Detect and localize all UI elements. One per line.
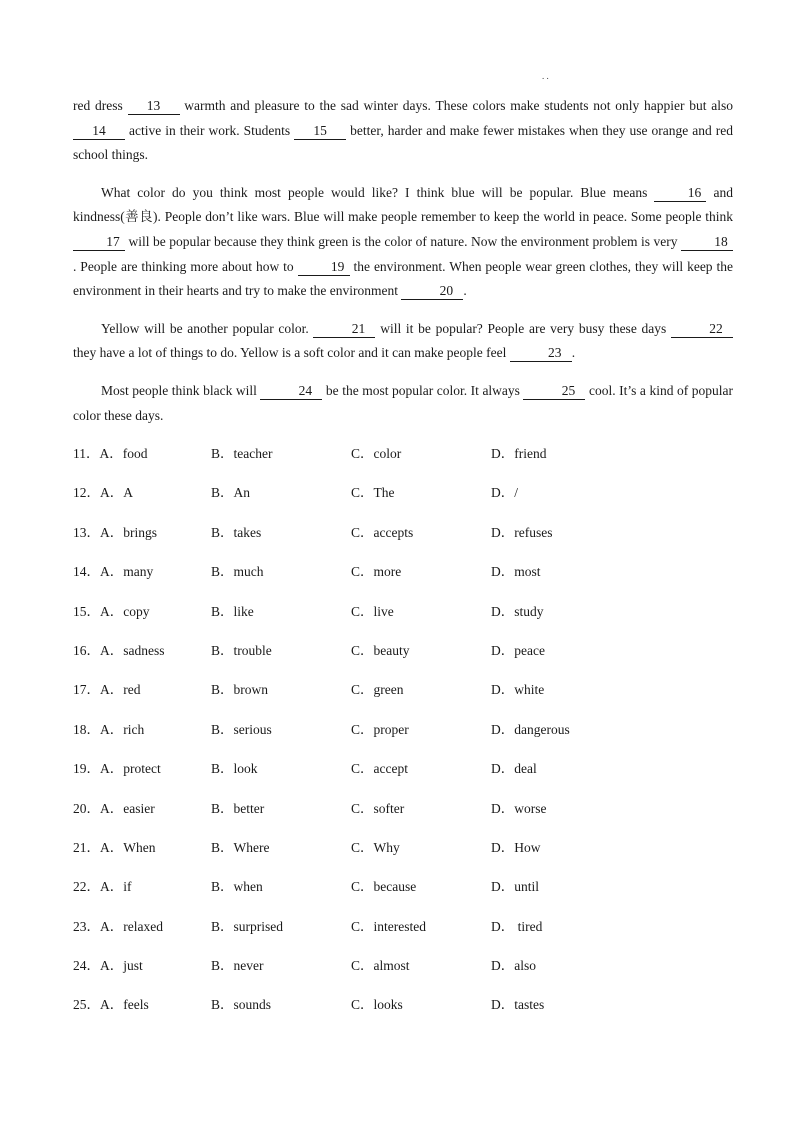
text-span: warmth and pleasure to the sad winter days. These colors make students not only happier but also	[179, 98, 734, 113]
option-b: B．sounds	[211, 997, 272, 1013]
question-row	[73, 521, 733, 560]
blank-14: 14	[73, 123, 125, 140]
question-row	[73, 560, 733, 599]
blank-19: 19	[298, 259, 350, 276]
text-span: the environment. When people wear green clothes, they will keep the environment in their hearts and try to make the environment	[73, 258, 733, 299]
blank-16: 16	[654, 185, 706, 202]
question-number: 22．A．	[73, 879, 124, 895]
option-d: D．dangerous	[491, 721, 570, 737]
option-d: D．study	[491, 603, 544, 619]
question-row	[73, 442, 733, 481]
question-number: 13．A．	[73, 524, 124, 540]
text-span: will be popular because they think green is the color of nature. Now the environment problem is very	[125, 233, 681, 249]
text-span: red dress	[73, 98, 128, 113]
question-number: 11．A．	[73, 446, 123, 461]
option-a-text: A	[123, 485, 133, 501]
option-d: D．also	[491, 958, 536, 974]
question-number: 14．A．	[73, 564, 124, 580]
option-d: D．peace	[491, 642, 545, 658]
question-row	[73, 757, 733, 796]
blank-23: 23	[510, 345, 572, 362]
option-a	[73, 442, 211, 462]
question-number: 15．A．	[73, 603, 124, 619]
option-b: B．Where	[211, 839, 270, 855]
paragraph-2	[73, 181, 733, 304]
text-span: What color do you think most people would like? I think blue will be popular. Blue means	[101, 184, 655, 200]
option-a	[73, 993, 211, 1013]
question-number: 23．A．	[73, 918, 124, 934]
option-c: C．beauty	[351, 642, 410, 658]
option-d: D．refuses	[491, 524, 553, 540]
question-number: 19．A．	[73, 761, 124, 777]
blank-17: 17	[73, 234, 125, 251]
option-d: D．deal	[491, 761, 537, 777]
option-b: B．takes	[211, 524, 262, 540]
blank-20: 20	[401, 283, 463, 300]
paragraph-1	[73, 94, 733, 168]
option-c: C．Why	[351, 839, 400, 855]
text-span: cool. It’s a kind of popular color these days.	[73, 382, 733, 423]
option-d: D．white	[491, 682, 545, 698]
option-d: D．friend	[491, 446, 547, 461]
option-a-text: brings	[123, 524, 157, 540]
option-b: B．like	[211, 603, 254, 619]
option-c: C．looks	[351, 997, 403, 1013]
option-a-text: feels	[123, 997, 149, 1013]
option-b: B．trouble	[211, 642, 272, 658]
text-span: .	[571, 345, 576, 361]
option-a	[73, 521, 211, 541]
option-a	[73, 836, 211, 856]
option-b: B．look	[211, 761, 258, 777]
question-number: 16．A．	[73, 642, 124, 658]
option-a-text: many	[123, 564, 154, 580]
blank-13: 13	[128, 98, 180, 115]
option-b: B．when	[211, 879, 263, 895]
text-span: .	[463, 283, 467, 299]
question-number: 21．A．	[73, 839, 124, 855]
option-d: D．most	[491, 564, 541, 580]
text-span: be the most popular color. It always	[322, 382, 524, 398]
option-b: B．much	[211, 564, 264, 580]
option-a	[73, 639, 211, 659]
option-a	[73, 678, 211, 698]
option-b: B．An	[211, 485, 251, 501]
question-row	[73, 797, 733, 836]
option-c: C．green	[351, 682, 404, 698]
option-c: C．proper	[351, 721, 409, 737]
option-d: D．How	[491, 839, 541, 855]
option-a-text: red	[123, 682, 141, 698]
paragraph-4	[73, 379, 733, 428]
option-c: C．almost	[351, 958, 410, 974]
page-marker-dots: . .	[542, 71, 549, 81]
blank-18: 18	[681, 234, 733, 251]
option-a-text: if	[123, 879, 132, 895]
question-row	[73, 678, 733, 717]
option-c: C．accept	[351, 761, 408, 777]
option-b: B．brown	[211, 682, 268, 698]
question-number: 24．A．	[73, 958, 124, 974]
option-a-text: just	[123, 958, 143, 974]
option-a	[73, 718, 211, 738]
question-number: 17．A．	[73, 682, 124, 698]
option-c: C．interested	[351, 918, 426, 934]
question-row	[73, 718, 733, 757]
text-span: and kindness(善良). People don’t like wars. Blue will make people remember to keep the world in peace. Some people think	[73, 184, 733, 225]
question-number: 18．A．	[73, 721, 124, 737]
question-number: 20．A．	[73, 800, 124, 816]
blank-21: 21	[313, 321, 375, 338]
option-a-text: When	[123, 839, 156, 855]
option-a-text: relaxed	[123, 918, 163, 934]
question-number: 12．A．	[73, 485, 124, 501]
option-a	[73, 954, 211, 974]
text-span: . People are thinking more about how to	[73, 258, 298, 274]
option-a	[73, 797, 211, 817]
option-d: D．/	[491, 485, 518, 501]
answer-options	[73, 442, 733, 1033]
question-row	[73, 600, 733, 639]
blank-15: 15	[294, 123, 346, 140]
option-a-text: protect	[123, 761, 161, 777]
option-c: C．more	[351, 564, 402, 580]
option-c: C．color	[351, 446, 402, 461]
question-row	[73, 993, 733, 1032]
option-c: C．accepts	[351, 524, 414, 540]
text-span: will it be popular? People are very busy these days	[375, 320, 671, 336]
option-d: D．until	[491, 879, 540, 895]
option-c: C．because	[351, 879, 417, 895]
option-a	[73, 757, 211, 777]
question-number: 25．A．	[73, 997, 124, 1013]
text-span: they have a lot of things to do. Yellow is a soft color and it can make people feel	[73, 345, 510, 361]
blank-24: 24	[260, 383, 322, 400]
option-a	[73, 481, 211, 501]
option-a	[73, 875, 211, 895]
option-b: B．teacher	[211, 446, 273, 461]
text-span: Yellow will be another popular color.	[101, 320, 314, 336]
option-a-text: rich	[123, 721, 145, 737]
option-b: B．never	[211, 958, 264, 974]
question-row	[73, 954, 733, 993]
option-b: B．better	[211, 800, 265, 816]
question-row	[73, 481, 733, 520]
option-d: D．tastes	[491, 997, 545, 1013]
option-a-text: sadness	[123, 642, 165, 658]
option-a-text: copy	[123, 603, 150, 619]
cloze-passage	[73, 94, 733, 441]
option-b: B．serious	[211, 721, 272, 737]
question-row	[73, 875, 733, 914]
option-c: C．The	[351, 485, 395, 501]
text-span: better, harder and make fewer mistakes when they use orange and red school things.	[73, 122, 733, 163]
option-a	[73, 560, 211, 580]
paragraph-3	[73, 317, 733, 366]
option-d: D． tired	[491, 918, 543, 934]
blank-25: 25	[523, 383, 585, 400]
option-a-text: easier	[123, 800, 155, 816]
question-row	[73, 639, 733, 678]
option-d: D．worse	[491, 800, 547, 816]
text-span: Most people think black will	[101, 382, 261, 398]
option-b: B．surprised	[211, 918, 283, 934]
blank-22: 22	[671, 321, 733, 338]
option-a-text: food	[122, 446, 148, 461]
option-a	[73, 915, 211, 935]
question-row	[73, 915, 733, 954]
option-c: C．softer	[351, 800, 405, 816]
option-c: C．live	[351, 603, 394, 619]
option-a	[73, 600, 211, 620]
text-span: active in their work. Students	[125, 122, 295, 138]
question-row	[73, 836, 733, 875]
